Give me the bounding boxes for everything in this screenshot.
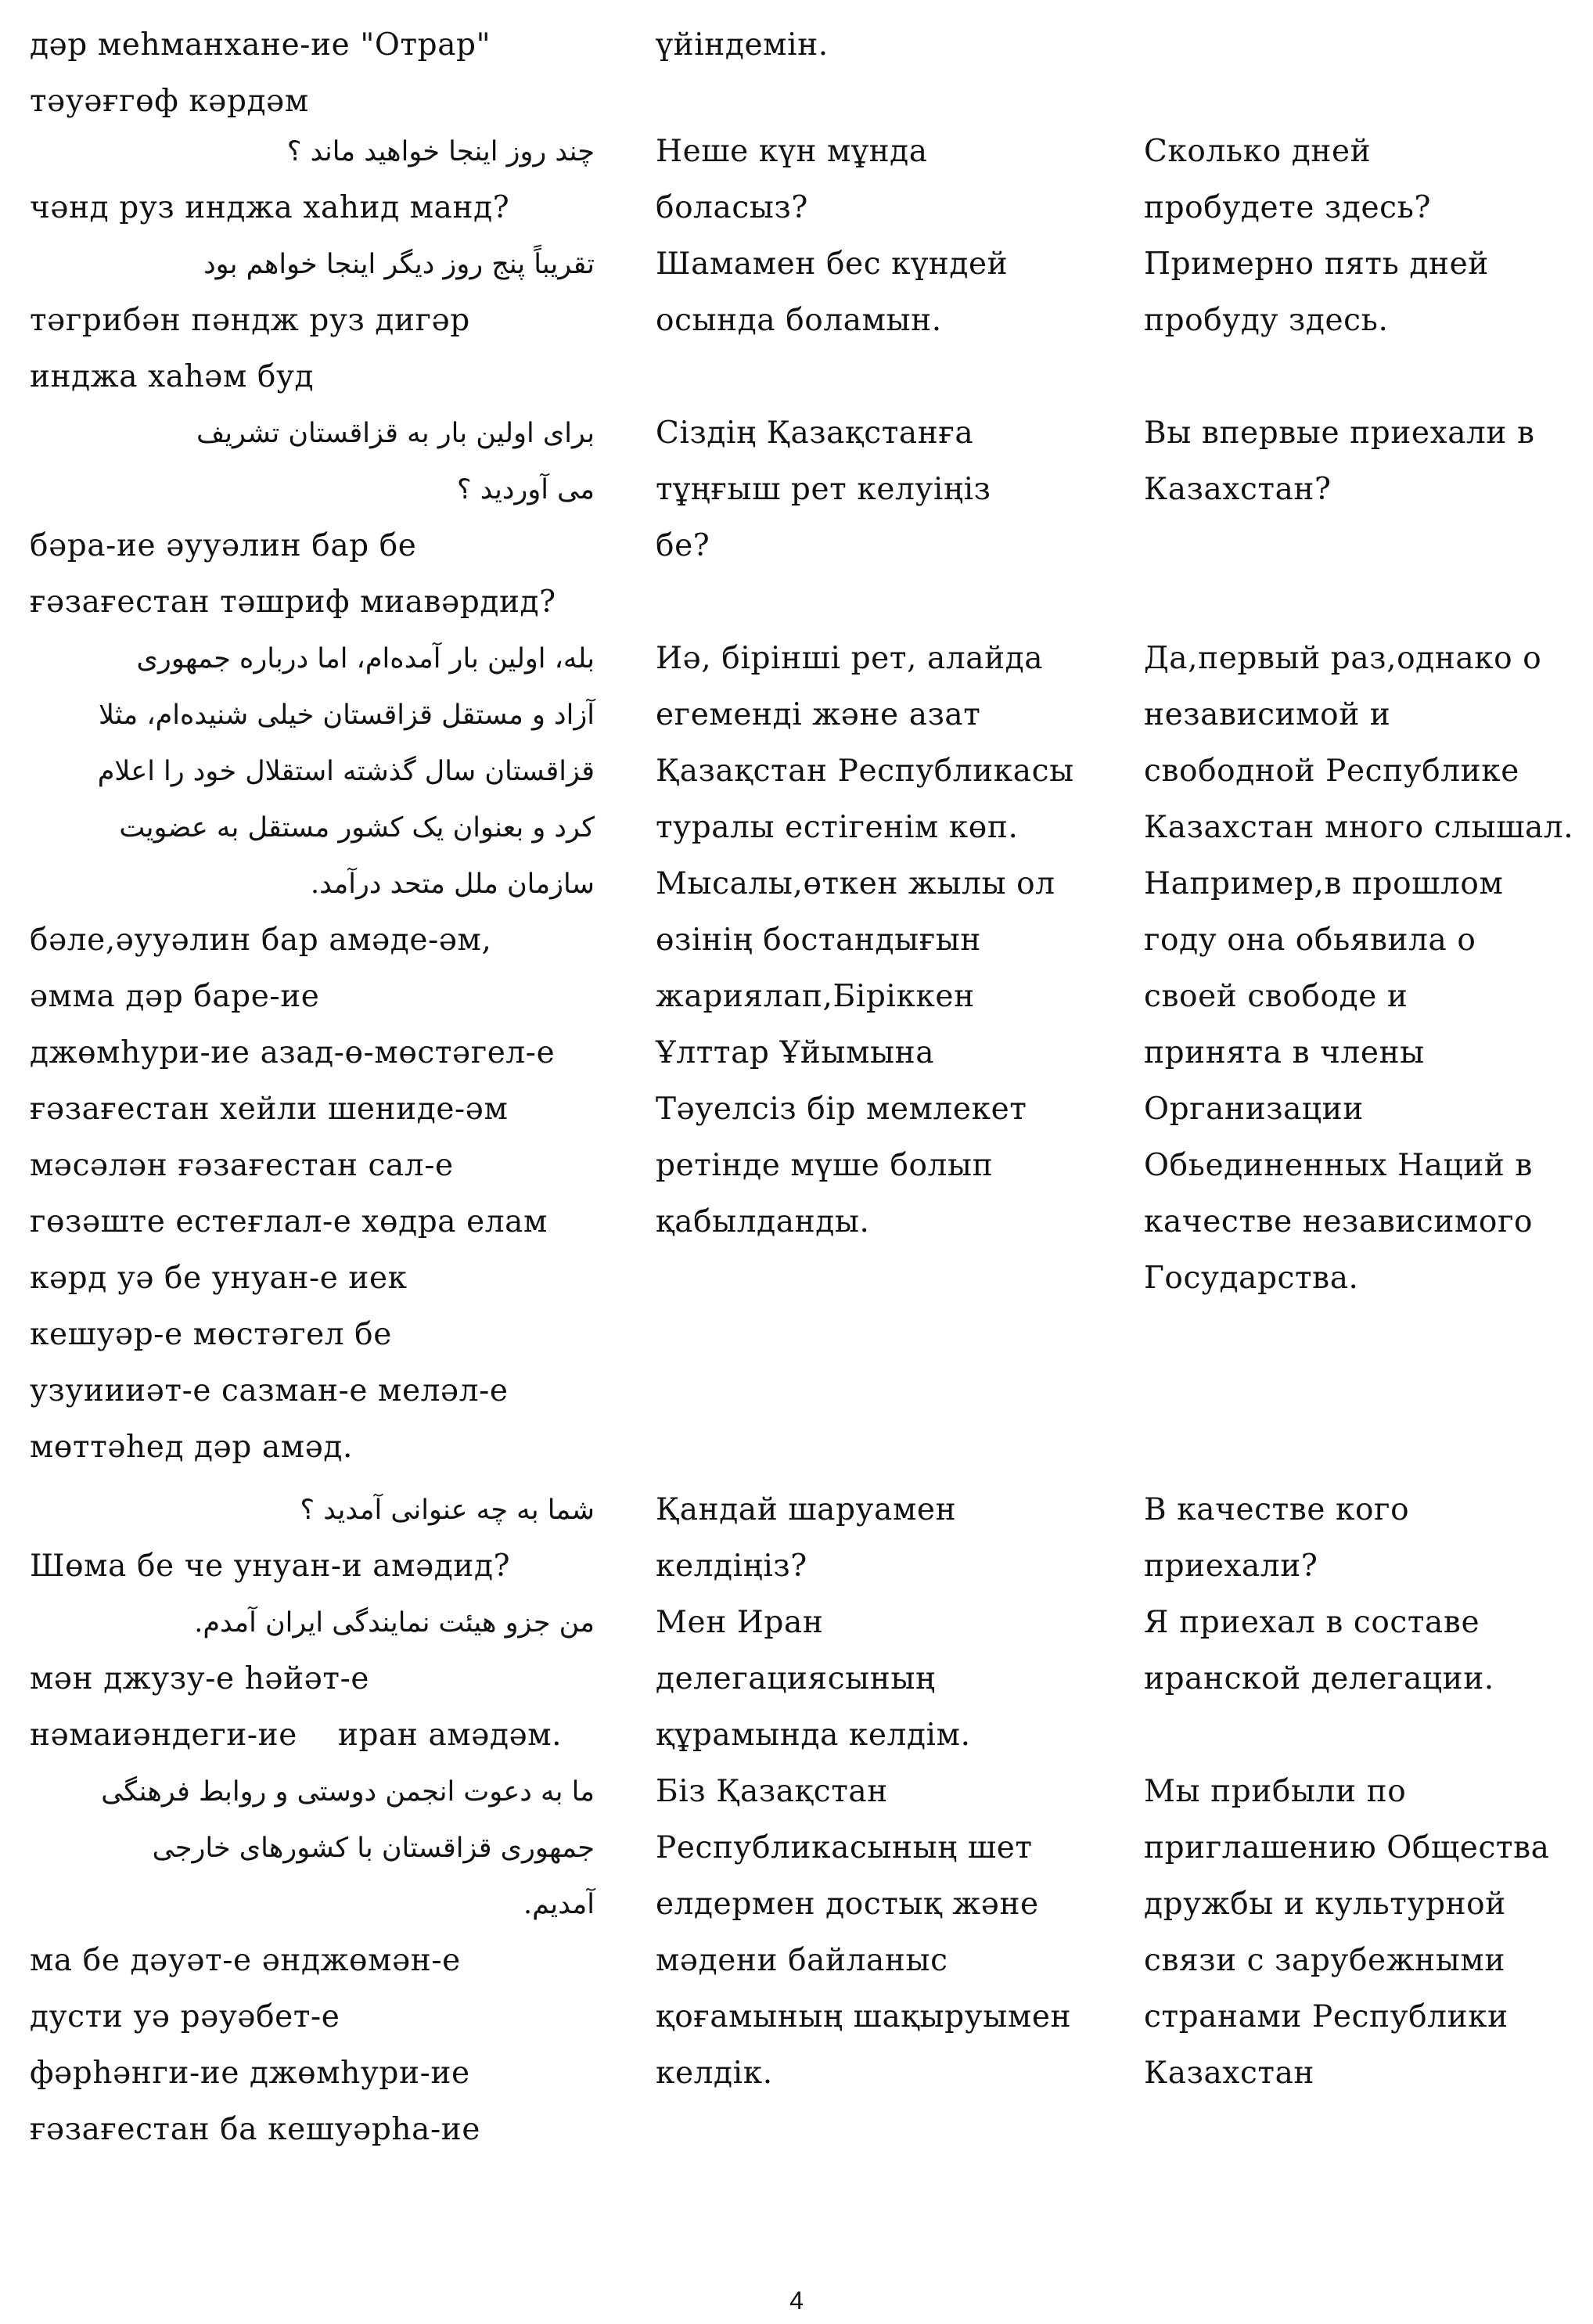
kazakh-line: делегациясының bbox=[656, 1661, 936, 1696]
translit-line: ғәзағестан тәшриф миавәрдид? bbox=[30, 585, 556, 620]
translit-line: бәле,әууәлин бар амәде-әм, bbox=[30, 923, 492, 958]
kazakh-line: Сіздің Қазақстанға bbox=[656, 416, 974, 451]
kazakh-line: өзінің бостандығын bbox=[656, 923, 982, 958]
persian-block-3 bbox=[30, 236, 595, 293]
kazakh-line: осында боламын. bbox=[656, 303, 942, 338]
translit-line: мән джузу-е hәйәт-е bbox=[30, 1661, 370, 1696]
translit-block-3 bbox=[30, 293, 624, 405]
russian-line: Казахстан bbox=[1144, 2056, 1315, 2091]
kazakh-block-4 bbox=[656, 405, 1125, 574]
persian-line: می آوردید ؟ bbox=[457, 474, 595, 505]
kazakh-line: Иә, бірінші рет, алайда bbox=[656, 641, 1044, 676]
persian-line: قزاقستان سال گذشته استقلال خود را اعلام bbox=[97, 756, 595, 787]
persian-line: تقریباً پنج روز دیگر اینجا خواهم بود bbox=[203, 249, 595, 280]
kazakh-line: Мысалы,өткен жылы ол bbox=[656, 866, 1055, 901]
translit-line: нәмаиәндеги-ие иран амәдәм. bbox=[30, 1718, 563, 1753]
translit-line: бәра-ие әууәлин бар бе bbox=[30, 528, 417, 563]
translit-block-2 bbox=[30, 180, 624, 236]
page-number: 4 bbox=[789, 2286, 804, 2315]
kazakh-line: тұңғыш рет келуіңіз bbox=[656, 472, 991, 507]
kazakh-line: қоғамының шақыруымен bbox=[656, 1999, 1072, 2034]
russian-line: Я приехал в составе bbox=[1144, 1605, 1480, 1640]
kazakh-line: мәдени байланыс bbox=[656, 1943, 948, 1978]
translit-line: мөттәhед дәр амәд. bbox=[30, 1430, 353, 1465]
kazakh-block-7 bbox=[656, 1595, 1125, 1764]
russian-line: пробудете здесь? bbox=[1144, 190, 1431, 225]
translit-block-4 bbox=[30, 518, 624, 631]
translit-line: инджа хаhәм буд bbox=[30, 359, 315, 394]
russian-line: принята в члены bbox=[1144, 1035, 1425, 1070]
russian-line: Сколько дней bbox=[1144, 134, 1372, 169]
kazakh-line: Республикасының шет bbox=[656, 1830, 1033, 1865]
translit-line: дәр меhманхане-ие "Отрар" bbox=[30, 27, 491, 63]
russian-block-7 bbox=[1144, 1595, 1582, 1707]
persian-block-4 bbox=[30, 405, 595, 518]
persian-line: کرد و بعنوان یک کشور مستقل به عضویت bbox=[119, 812, 595, 844]
translit-line: ма бе дәуәт-е әнджөмән-е bbox=[30, 1943, 461, 1978]
kazakh-line: ретінде мүше болып bbox=[656, 1148, 994, 1183]
russian-line: иранской делегации. bbox=[1144, 1661, 1494, 1696]
kazakh-line: туралы естігенім көп. bbox=[656, 810, 1019, 845]
russian-line: дружбы и культурной bbox=[1144, 1887, 1506, 1922]
persian-line: برای اولین بار به قزاقستان تشریف bbox=[196, 418, 595, 449]
kazakh-line: Ұлттар Ұйымына bbox=[656, 1035, 935, 1070]
persian-line: بله، اولین بار آمده‌ام، اما درباره جمهوری bbox=[136, 643, 595, 675]
translit-line: чәнд руз инджа хаhид манд? bbox=[30, 190, 510, 225]
russian-block-8 bbox=[1144, 1764, 1582, 2102]
russian-line: Примерно пять дней bbox=[1144, 246, 1489, 282]
kazakh-block-2 bbox=[656, 124, 1125, 236]
russian-line: Государства. bbox=[1144, 1261, 1359, 1296]
russian-line: своей свободе и bbox=[1144, 979, 1408, 1014]
translit-block-5 bbox=[30, 912, 624, 1476]
persian-block-6 bbox=[30, 1482, 595, 1538]
persian-block-7 bbox=[30, 1595, 595, 1651]
translit-line: ғәзағестан ба кешуәрhа-ие bbox=[30, 2112, 481, 2147]
russian-line: связи с зарубежными bbox=[1144, 1943, 1505, 1978]
translit-line: джөмhури-ие азад-ө-мөстәгел-е bbox=[30, 1035, 556, 1070]
translit-line: әмма дәр баре-ие bbox=[30, 979, 320, 1014]
russian-line: Вы впервые приехали в bbox=[1144, 416, 1535, 451]
kazakh-line: Қазақстан Республикасы bbox=[656, 754, 1074, 789]
russian-block-6 bbox=[1144, 1482, 1582, 1595]
translit-block-7 bbox=[30, 1651, 624, 1764]
persian-line: من جزو هیئت نمایندگی ایران آمدم. bbox=[194, 1607, 595, 1639]
translit-line: тәгрибән пәндж руз дигәр bbox=[30, 303, 470, 338]
russian-block-5 bbox=[1144, 631, 1582, 1307]
russian-line: Казахстан? bbox=[1144, 472, 1332, 507]
russian-line: В качестве кого bbox=[1144, 1492, 1410, 1527]
russian-block-2 bbox=[1144, 124, 1582, 236]
persian-line: ما به دعوت انجمن دوستی و روابط فرهنگی bbox=[101, 1776, 595, 1808]
kazakh-block-6 bbox=[656, 1482, 1125, 1595]
persian-line: شما به چه عنوانی آمدید ؟ bbox=[300, 1495, 595, 1526]
persian-line: سازمان ملل متحد درآمد. bbox=[311, 869, 595, 900]
kazakh-line: бе? bbox=[656, 528, 710, 563]
translit-block-8 bbox=[30, 1933, 624, 2158]
translit-line: гөзәште естеғлал-е хөдра елам bbox=[30, 1204, 548, 1239]
russian-line: независимой и bbox=[1144, 697, 1391, 732]
kazakh-line: Тәуелсіз бір мемлекет bbox=[656, 1092, 1027, 1127]
russian-line: Казахстан много слышал. bbox=[1144, 810, 1574, 845]
kazakh-line: Неше күн мұнда bbox=[656, 134, 928, 169]
kazakh-line: Біз Қазақстан bbox=[656, 1774, 888, 1809]
persian-block-8 bbox=[30, 1764, 595, 1933]
persian-line: چند روز اینجا خواهید ماند ؟ bbox=[286, 136, 595, 167]
translit-line: дусти уә рәуәбет-е bbox=[30, 1999, 340, 2034]
kazakh-line: келдіңіз? bbox=[656, 1549, 807, 1584]
kazakh-line: келдік. bbox=[656, 2056, 773, 2091]
russian-block-4 bbox=[1144, 405, 1582, 518]
kazakh-line: құрамында келдім. bbox=[656, 1718, 971, 1753]
kazakh-line: боласыз? bbox=[656, 190, 808, 225]
russian-line: приехали? bbox=[1144, 1549, 1318, 1584]
translit-block-6 bbox=[30, 1538, 624, 1595]
translit-line: ғәзағестан хейли шениде-әм bbox=[30, 1092, 509, 1127]
translit-line: кәрд уә бе унуан-е иек bbox=[30, 1261, 408, 1296]
kazakh-block-5 bbox=[656, 631, 1125, 1250]
russian-line: Обьединенных Наций в bbox=[1144, 1148, 1533, 1183]
kazakh-line: қабылданды. bbox=[656, 1204, 870, 1239]
translit-line: Шөма бе че унуан-и амәдид? bbox=[30, 1549, 511, 1584]
russian-line: свободной Республике bbox=[1144, 754, 1519, 789]
russian-line: Организации bbox=[1144, 1092, 1364, 1127]
kazakh-block-3 bbox=[656, 236, 1125, 349]
kazakh-line: Мен Иран bbox=[656, 1605, 824, 1640]
russian-line: Мы прибыли по bbox=[1144, 1774, 1407, 1809]
kazakh-line: Қандай шаруамен bbox=[656, 1492, 957, 1527]
russian-line: странами Республики bbox=[1144, 1999, 1508, 2034]
kazakh-line: егеменді және азат bbox=[656, 697, 981, 732]
persian-line: جمهوری قزاقستان با کشورهای خارجی bbox=[152, 1833, 595, 1864]
translit-line: узуиииәт-е сазман-е мелəл-е bbox=[30, 1373, 509, 1408]
kazakh-block-8 bbox=[656, 1764, 1125, 2102]
persian-line: آزاد و مستقل قزاقستان خیلی شنیده‌ام، مثلا bbox=[99, 700, 595, 731]
translit-line: тәуәғгөф кәрдәм bbox=[30, 84, 309, 119]
kazakh-line: Шамамен бес күндей bbox=[656, 246, 1009, 282]
translit-line: мәсәлән ғәзағестан сал-е bbox=[30, 1148, 454, 1183]
russian-line: качестве независимого bbox=[1144, 1204, 1534, 1239]
persian-line: آمدیم. bbox=[523, 1889, 595, 1920]
kazakh-line: үйіндемін. bbox=[656, 27, 829, 63]
translit-block-1 bbox=[30, 17, 624, 130]
translit-line: кешуәр-е мөстәгел бе bbox=[30, 1317, 392, 1352]
persian-block-2 bbox=[30, 124, 595, 180]
kazakh-line: жариялап,Біріккен bbox=[656, 979, 975, 1014]
russian-line: приглашению Общества bbox=[1144, 1830, 1550, 1865]
translit-line: фәрhәнги-ие джөмhури-ие bbox=[30, 2056, 470, 2091]
persian-block-5 bbox=[30, 631, 595, 912]
russian-block-3 bbox=[1144, 236, 1582, 349]
russian-line: году она обьявила о bbox=[1144, 923, 1476, 958]
kazakh-line: елдермен достық және bbox=[656, 1887, 1039, 1922]
russian-line: Да,первый раз,однако о bbox=[1144, 641, 1542, 676]
russian-line: Например,в прошлом bbox=[1144, 866, 1504, 901]
russian-line: пробуду здесь. bbox=[1144, 303, 1389, 338]
kazakh-block-1 bbox=[656, 17, 1125, 74]
